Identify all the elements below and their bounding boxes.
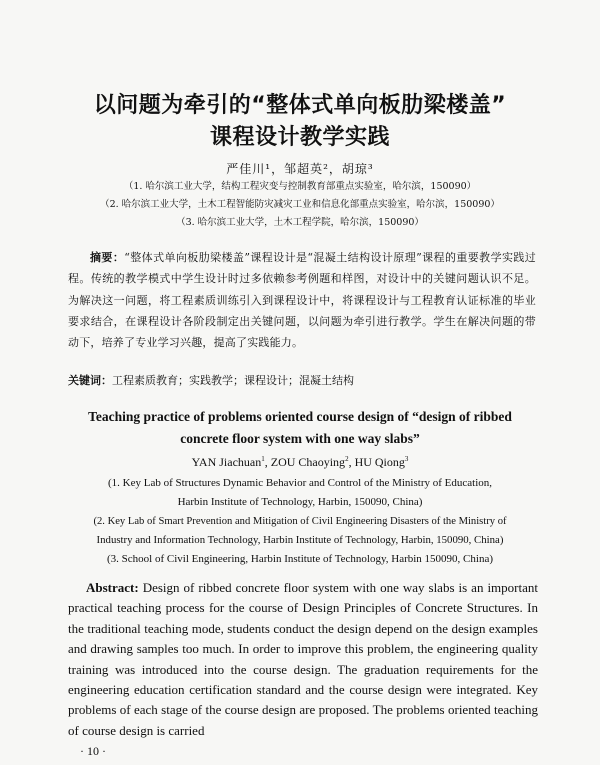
en-affiliation-1a: (1. Key Lab of Structures Dynamic Behavior and Control of the Ministry of Education, — [108, 477, 492, 489]
en-affiliation-2b: Industry and Information Technology, Harbin Institute of Technology, Harbin, 150090, China) — [96, 534, 504, 546]
en-affiliation-1b: Harbin Institute of Technology, Harbin, 150090, China) — [177, 496, 423, 508]
en-author-2-sup: 2 — [345, 455, 349, 463]
en-abstract-label: Abstract: — [86, 580, 139, 595]
en-abstract — [68, 578, 538, 741]
en-author-2: ZOU Chaoying — [270, 455, 346, 469]
zh-abstract-label: 摘要： — [90, 251, 125, 264]
en-affiliation-3: (3. School of Civil Engineering, Harbin Institute of Technology, Harbin 150090, China) — [107, 553, 493, 565]
en-author-1-sup: 1 — [261, 455, 265, 463]
en-title-line2: concrete floor system with one way slabs” — [180, 431, 420, 446]
zh-title-line2: 课程设计教学实践 — [209, 125, 390, 150]
en-title-line1: Teaching practice of problems oriented course design of “design of ribbed — [88, 409, 512, 424]
page-number: · 10 · — [80, 744, 106, 758]
zh-abstract-text: “整体式单向板肋梁楼盖”课程设计是“混凝土结构设计原理”课程的重要教学实践过程。传统的教学模式中学生设计时过多依赖参考例题和样图，对设计中的关键问题认识不足。为解决这一问题，将工程素质训练引入到课程设计中，将课程设计与工程教育认证标准的毕业要求结合，在课程设计各阶段制定出关键问题，以问题为牵引进行教学。学生在解决问题的带动下，培养了专业学习兴趣，提高了实践能力。 — [68, 251, 537, 350]
en-author-3: HU Qiong — [354, 455, 405, 469]
zh-affiliation-3: （3. 哈尔滨工业大学，土木工程学院，哈尔滨，150090） — [176, 217, 424, 228]
zh-title-line1: 以问题为牵引的“整体式单向板肋梁楼盖” — [93, 93, 507, 118]
zh-keywords — [68, 372, 354, 388]
en-authors: YAN Jiachuan$^1$, ZOU Chaoying$^2$, HU Qiong$^3$ — [191, 455, 409, 469]
en-affiliation-2a: (2. Key Lab of Smart Prevention and Mitigation of Civil Engineering Disasters of the Ministry of — [93, 516, 507, 527]
zh-affiliation-1: （1. 哈尔滨工业大学，结构工程灾变与控制教育部重点实验室，哈尔滨，150090） — [123, 181, 477, 192]
en-abstract-text: Design of ribbed concrete floor system with one way slabs is an important practical teaching process for the course of Design Principles of Concrete Structures. In the traditional teaching mode, students conduct the design depend on the design examples and drawing samples too much. In order to improve this problem, the engineering quality training was introduced into the course design. The graduation requirements for the engineering education certification standard and the course design were integrated. Key problems of each stage of the course design are proposed. The problems oriented teaching of course design is carried — [68, 580, 538, 738]
zh-authors: 严佳川¹，邹超英²，胡琼³ — [226, 162, 374, 176]
zh-keywords-text: 工程素质教育；实践教学；课程设计；混凝土结构 — [112, 374, 354, 387]
zh-keywords-label: 关键词： — [68, 374, 112, 387]
zh-affiliation-2: （2. 哈尔滨工业大学，土木工程智能防灾减灾工业和信息化部重点实验室，哈尔滨，150090） — [100, 199, 500, 210]
en-author-3-sup: 3 — [404, 455, 409, 463]
en-author-1: YAN Jiachuan — [191, 455, 262, 469]
zh-abstract — [68, 247, 536, 353]
